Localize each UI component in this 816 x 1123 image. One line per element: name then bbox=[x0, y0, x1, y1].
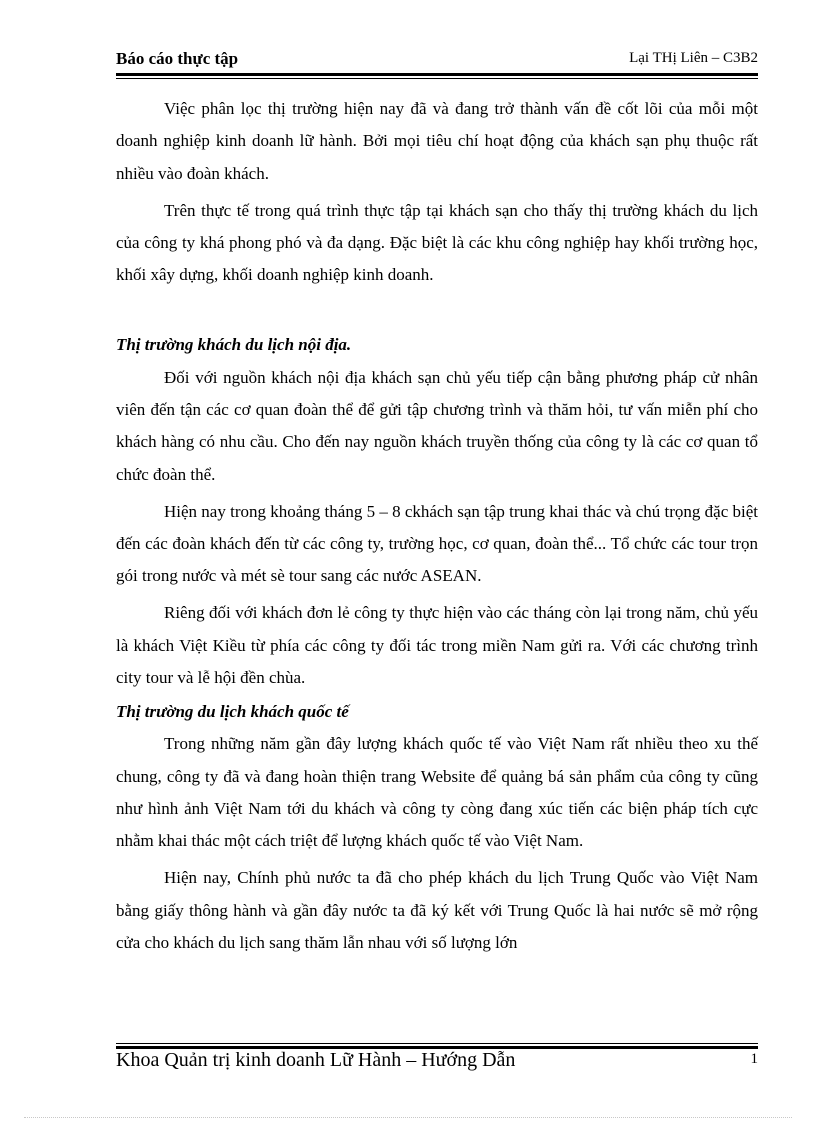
paragraph: Hiện nay, Chính phủ nước ta đã cho phép khách du lịch Trung Quốc vào Việt Nam bằng giấy thông hành và gần đây nước ta đã ký kết với Trung Quốc là hai nước sẽ mở rộng cửa cho khách du lịch sang thăm lẫn nhau với số lượng lớn bbox=[116, 868, 758, 952]
paragraph: Riêng đối với khách đơn lẻ công ty thực hiện vào các tháng còn lại trong năm, chủ yếu là khách Việt Kiều từ phía các công ty đối tác trong miền Nam gửi ra. Với các chương trình city tour và lễ hội đền chùa. bbox=[116, 603, 758, 687]
page-header bbox=[116, 48, 758, 72]
paragraph: Trên thực tế trong quá trình thực tập tại khách sạn cho thấy thị trường khách du lịch của công ty khá phong phó và đa dạng. Đặc biệt là các khu công nghiệp hay khối trường học, khối xây dựng, khối doanh nghiệp kinh doanh. bbox=[116, 200, 758, 285]
header-author: Lại THị Liên – C3B2 bbox=[629, 50, 758, 66]
section-heading-international: Thị trường du lịch khách quốc tế bbox=[116, 702, 349, 722]
footer-text: Khoa Quản trị kinh doanh Lữ Hành – Hướng Dẫn bbox=[116, 1049, 516, 1071]
header-title: Báo cáo thực tập bbox=[116, 49, 239, 68]
header-rule-thick bbox=[116, 73, 758, 76]
paragraph: Đối với nguồn khách nội địa khách sạn chủ yếu tiếp cận bằng phương pháp cử nhân viên đến tận các cơ quan đoàn thể để gửi tập chương trình và thăm hỏi, tư vấn miễn phí cho khách hàng có nhu cầu. Cho đến nay nguồn khách truyền thống của công ty là các cơ quan tổ chức đoàn thể. bbox=[116, 367, 758, 484]
paragraph: Hiện nay trong khoảng tháng 5 – 8 ckhách sạn tập trung khai thác và chú trọng đặc biệt đến các đoàn khách đến từ các công ty, trường học, cơ quan, đoàn thể... Tổ chức các tour trọn gói trong nước và mét sè tour sang các nước ASEAN. bbox=[116, 501, 758, 586]
paragraph: Trong những năm gần đây lượng khách quốc tế vào Việt Nam rất nhiều theo xu thế chung, công ty đã và đang hoàn thiện trang Website để quảng bá sản phẩm của công ty cũng như hình ảnh Việt Nam tới du khách và công ty còng đang xúc tiến các biện pháp tích cực nhằm khai thác một cách triệt để lượng khách quốc tế vào Việt Nam. bbox=[116, 734, 758, 851]
page-edge-divider bbox=[24, 1117, 792, 1118]
paragraph: Việc phân lọc thị trường hiện nay đã và đang trở thành vấn đề cốt lõi của mỗi một doanh nghiệp kinh doanh lữ hành. Bởi mọi tiêu chí hoạt động của khách sạn phụ thuộc rất nhiều vào đoàn khách. bbox=[116, 99, 758, 183]
document-body bbox=[116, 93, 758, 959]
page-number: 1 bbox=[750, 1051, 758, 1067]
header-rule-thin bbox=[116, 78, 758, 79]
footer-rule-thin bbox=[116, 1043, 758, 1044]
section-heading-domestic: Thị trường khách du lịch nội địa. bbox=[116, 335, 352, 355]
